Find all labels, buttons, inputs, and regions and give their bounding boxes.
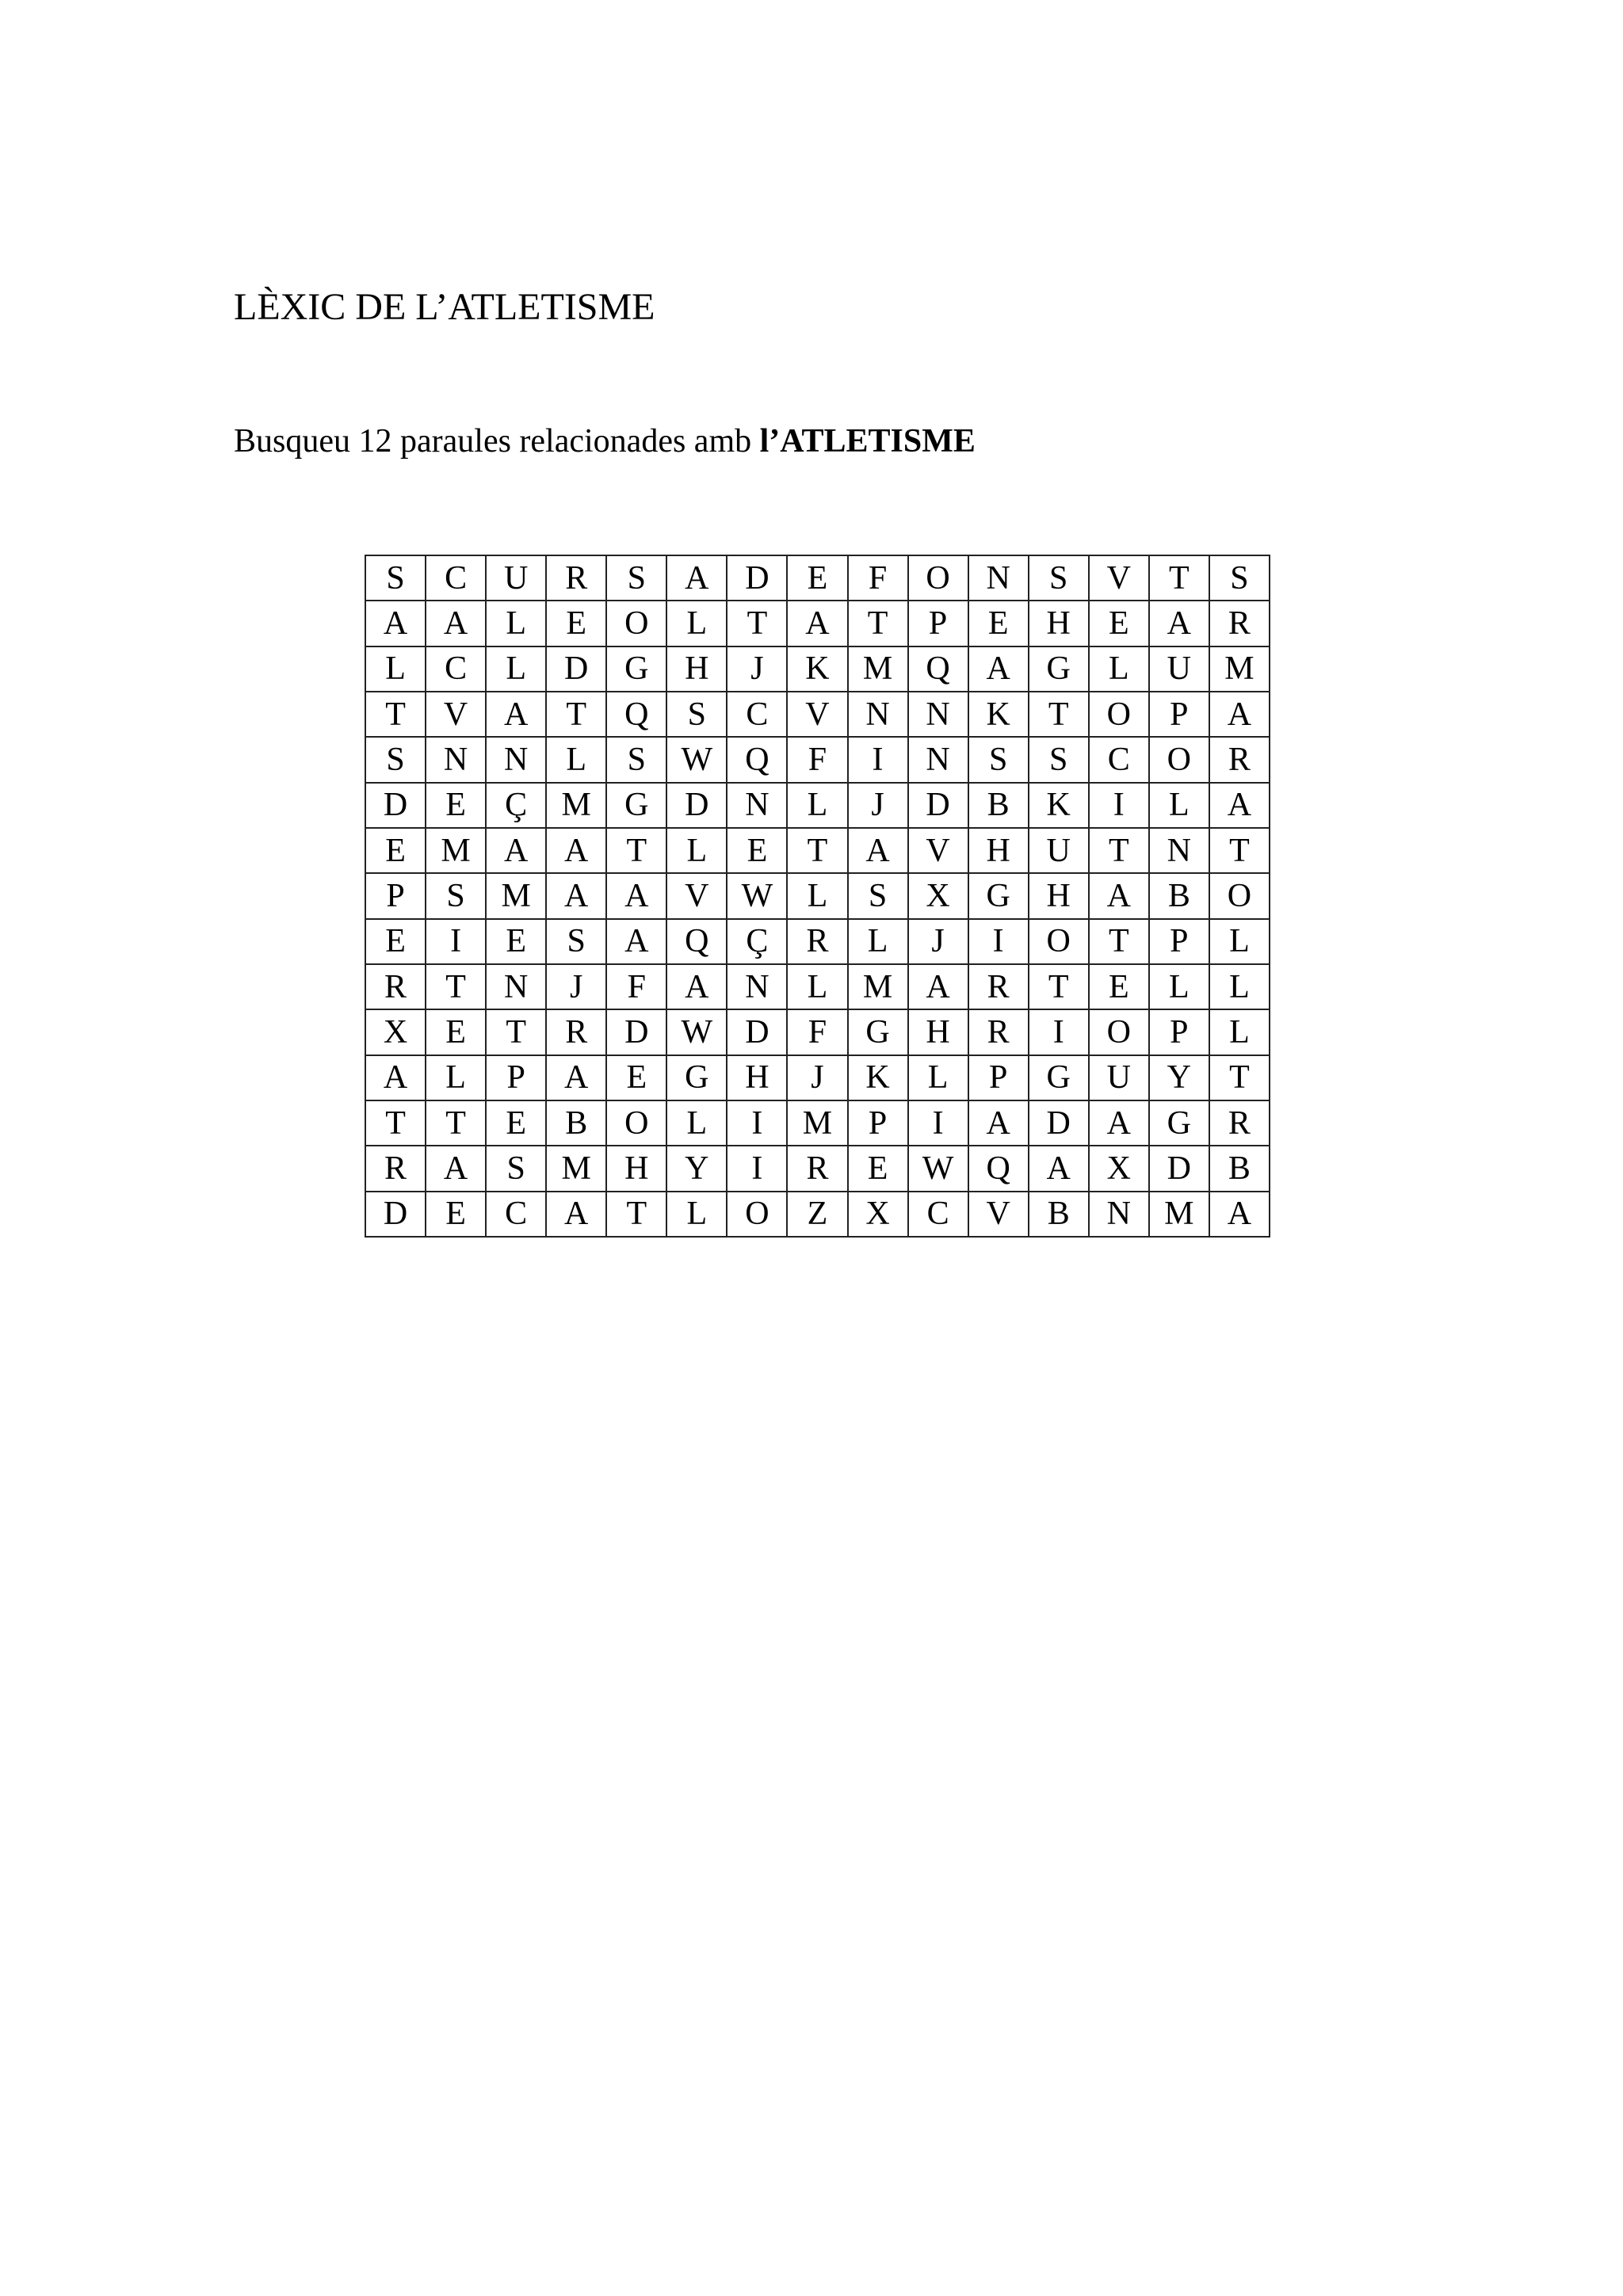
grid-cell: C — [426, 646, 486, 692]
grid-cell: G — [1149, 1100, 1209, 1146]
grid-cell: S — [606, 555, 666, 601]
grid-cell: O — [1089, 692, 1149, 737]
grid-cell: U — [1029, 828, 1089, 873]
grid-cell: L — [1149, 783, 1209, 828]
grid-cell: S — [486, 1146, 546, 1191]
grid-cell: M — [486, 873, 546, 918]
word-search-body — [365, 555, 1270, 1237]
grid-cell: B — [546, 1100, 606, 1146]
grid-cell: S — [546, 919, 606, 964]
grid-cell: C — [426, 555, 486, 601]
grid-cell: U — [486, 555, 546, 601]
grid-cell: A — [666, 555, 727, 601]
grid-cell: L — [546, 737, 606, 782]
grid-cell: A — [606, 919, 666, 964]
grid-cell: D — [546, 646, 606, 692]
grid-cell: T — [1209, 1055, 1270, 1100]
grid-cell: L — [486, 646, 546, 692]
grid-cell: L — [426, 1055, 486, 1100]
grid-cell: Q — [968, 1146, 1029, 1191]
grid-cell: L — [787, 964, 847, 1009]
grid-cell: X — [365, 1009, 426, 1055]
grid-cell: M — [1149, 1192, 1209, 1237]
grid-cell: F — [606, 964, 666, 1009]
grid-cell: H — [666, 646, 727, 692]
grid-cell: C — [908, 1192, 968, 1237]
grid-cell: D — [908, 783, 968, 828]
grid-cell: G — [666, 1055, 727, 1100]
grid-cell: T — [787, 828, 847, 873]
grid-cell: O — [908, 555, 968, 601]
grid-cell: A — [1209, 783, 1270, 828]
grid-cell: H — [968, 828, 1029, 873]
grid-cell: E — [848, 1146, 908, 1191]
grid-row — [365, 1055, 1270, 1100]
grid-cell: A — [486, 692, 546, 737]
grid-cell: S — [426, 873, 486, 918]
grid-cell: G — [848, 1009, 908, 1055]
grid-cell: L — [666, 828, 727, 873]
grid-cell: J — [848, 783, 908, 828]
grid-cell: J — [787, 1055, 847, 1100]
grid-cell: T — [1029, 964, 1089, 1009]
grid-cell: O — [606, 601, 666, 646]
grid-cell: A — [1089, 1100, 1149, 1146]
grid-cell: S — [365, 737, 426, 782]
grid-cell: W — [908, 1146, 968, 1191]
grid-cell: N — [908, 692, 968, 737]
grid-cell: A — [968, 646, 1029, 692]
grid-row — [365, 919, 1270, 964]
grid-cell: E — [426, 1009, 486, 1055]
grid-cell: X — [848, 1192, 908, 1237]
grid-cell: L — [787, 873, 847, 918]
grid-cell: X — [908, 873, 968, 918]
grid-row — [365, 737, 1270, 782]
grid-cell: L — [365, 646, 426, 692]
grid-cell: A — [486, 828, 546, 873]
grid-cell: N — [1089, 1192, 1149, 1237]
grid-cell: C — [1089, 737, 1149, 782]
grid-cell: S — [848, 873, 908, 918]
grid-cell: T — [486, 1009, 546, 1055]
grid-cell: A — [426, 601, 486, 646]
grid-cell: K — [848, 1055, 908, 1100]
grid-cell: E — [365, 828, 426, 873]
grid-cell: T — [727, 601, 787, 646]
grid-cell: H — [908, 1009, 968, 1055]
grid-cell: N — [848, 692, 908, 737]
grid-cell: X — [1089, 1146, 1149, 1191]
grid-cell: Y — [1149, 1055, 1209, 1100]
grid-cell: U — [1089, 1055, 1149, 1100]
grid-cell: L — [666, 1192, 727, 1237]
grid-cell: T — [1089, 919, 1149, 964]
grid-cell: I — [848, 737, 908, 782]
grid-cell: T — [546, 692, 606, 737]
grid-cell: D — [1149, 1146, 1209, 1191]
grid-cell: L — [1149, 964, 1209, 1009]
grid-cell: A — [546, 873, 606, 918]
grid-cell: W — [666, 1009, 727, 1055]
grid-cell: R — [968, 1009, 1029, 1055]
grid-cell: O — [606, 1100, 666, 1146]
grid-cell: E — [365, 919, 426, 964]
word-search-grid — [365, 555, 1270, 1238]
grid-cell: L — [908, 1055, 968, 1100]
grid-row — [365, 964, 1270, 1009]
grid-cell: O — [1029, 919, 1089, 964]
grid-cell: J — [546, 964, 606, 1009]
grid-cell: F — [787, 1009, 847, 1055]
grid-cell: M — [1209, 646, 1270, 692]
grid-cell: S — [1029, 737, 1089, 782]
grid-cell: A — [1089, 873, 1149, 918]
grid-cell: L — [1209, 1009, 1270, 1055]
grid-cell: D — [666, 783, 727, 828]
grid-cell: N — [426, 737, 486, 782]
word-search-table — [365, 555, 1270, 1238]
grid-cell: W — [727, 873, 787, 918]
grid-cell: T — [606, 1192, 666, 1237]
grid-cell: C — [486, 1192, 546, 1237]
grid-cell: G — [606, 783, 666, 828]
grid-cell: Q — [606, 692, 666, 737]
grid-cell: I — [426, 919, 486, 964]
grid-cell: L — [666, 1100, 727, 1146]
grid-cell: L — [1209, 964, 1270, 1009]
grid-cell: T — [1209, 828, 1270, 873]
grid-cell: O — [1149, 737, 1209, 782]
grid-cell: D — [1029, 1100, 1089, 1146]
grid-cell: V — [666, 873, 727, 918]
grid-cell: A — [426, 1146, 486, 1191]
grid-cell: R — [968, 964, 1029, 1009]
grid-cell: H — [606, 1146, 666, 1191]
grid-cell: G — [968, 873, 1029, 918]
instruction-emphasis: l’ATLETISME — [759, 423, 976, 460]
grid-cell: E — [546, 601, 606, 646]
grid-cell: V — [968, 1192, 1029, 1237]
grid-cell: T — [1029, 692, 1089, 737]
page-title: LÈXIC DE L’ATLETISME — [234, 286, 655, 328]
grid-cell: K — [787, 646, 847, 692]
grid-cell: A — [606, 873, 666, 918]
grid-cell: A — [365, 601, 426, 646]
grid-cell: S — [1209, 555, 1270, 601]
grid-cell: T — [365, 1100, 426, 1146]
grid-row — [365, 1100, 1270, 1146]
grid-cell: N — [727, 964, 787, 1009]
grid-cell: G — [1029, 646, 1089, 692]
grid-cell: D — [727, 555, 787, 601]
grid-cell: L — [848, 919, 908, 964]
grid-cell: R — [1209, 1100, 1270, 1146]
grid-cell: A — [546, 1192, 606, 1237]
grid-cell: E — [1089, 964, 1149, 1009]
grid-cell: M — [546, 783, 606, 828]
grid-cell: Q — [908, 646, 968, 692]
grid-cell: A — [908, 964, 968, 1009]
grid-cell: Ç — [727, 919, 787, 964]
grid-cell: I — [1029, 1009, 1089, 1055]
grid-cell: Y — [666, 1146, 727, 1191]
grid-cell: U — [1149, 646, 1209, 692]
grid-row — [365, 646, 1270, 692]
grid-cell: E — [968, 601, 1029, 646]
grid-cell: A — [848, 828, 908, 873]
grid-cell: I — [908, 1100, 968, 1146]
grid-cell: S — [968, 737, 1029, 782]
grid-cell: T — [848, 601, 908, 646]
grid-cell: A — [546, 828, 606, 873]
grid-cell: L — [486, 601, 546, 646]
grid-cell: I — [1089, 783, 1149, 828]
grid-cell: A — [365, 1055, 426, 1100]
grid-cell: O — [727, 1192, 787, 1237]
grid-cell: R — [546, 1009, 606, 1055]
grid-cell: N — [968, 555, 1029, 601]
grid-row — [365, 1146, 1270, 1191]
grid-cell: S — [365, 555, 426, 601]
grid-cell: G — [606, 646, 666, 692]
grid-cell: J — [727, 646, 787, 692]
grid-cell: D — [365, 1192, 426, 1237]
grid-cell: E — [787, 555, 847, 601]
grid-cell: E — [486, 919, 546, 964]
grid-cell: P — [1149, 919, 1209, 964]
grid-cell: B — [1209, 1146, 1270, 1191]
grid-cell: D — [606, 1009, 666, 1055]
grid-cell: R — [365, 1146, 426, 1191]
grid-cell: A — [968, 1100, 1029, 1146]
grid-row — [365, 601, 1270, 646]
grid-cell: R — [787, 1146, 847, 1191]
grid-cell: V — [908, 828, 968, 873]
grid-cell: K — [968, 692, 1029, 737]
grid-cell: A — [1209, 692, 1270, 737]
grid-cell: T — [426, 964, 486, 1009]
grid-cell: R — [1209, 737, 1270, 782]
grid-cell: H — [1029, 601, 1089, 646]
grid-cell: Ç — [486, 783, 546, 828]
grid-cell: V — [426, 692, 486, 737]
grid-cell: M — [787, 1100, 847, 1146]
grid-cell: D — [727, 1009, 787, 1055]
grid-cell: A — [1149, 601, 1209, 646]
grid-cell: C — [727, 692, 787, 737]
grid-row — [365, 1009, 1270, 1055]
grid-row — [365, 873, 1270, 918]
grid-cell: W — [666, 737, 727, 782]
grid-cell: B — [1149, 873, 1209, 918]
grid-cell: P — [365, 873, 426, 918]
grid-cell: R — [1209, 601, 1270, 646]
grid-cell: T — [606, 828, 666, 873]
grid-cell: T — [426, 1100, 486, 1146]
grid-cell: S — [606, 737, 666, 782]
instruction-text — [234, 420, 976, 463]
grid-cell: I — [968, 919, 1029, 964]
grid-cell: T — [1089, 828, 1149, 873]
grid-cell: R — [546, 555, 606, 601]
grid-cell: I — [727, 1146, 787, 1191]
instruction-lead: Busqueu 12 paraules relacionades amb — [234, 423, 760, 460]
grid-cell: P — [1149, 692, 1209, 737]
grid-cell: P — [968, 1055, 1029, 1100]
grid-cell: P — [848, 1100, 908, 1146]
grid-cell: D — [365, 783, 426, 828]
grid-cell: L — [1089, 646, 1149, 692]
grid-cell: P — [486, 1055, 546, 1100]
grid-cell: E — [426, 1192, 486, 1237]
grid-cell: M — [546, 1146, 606, 1191]
grid-cell: J — [908, 919, 968, 964]
grid-cell: B — [968, 783, 1029, 828]
grid-cell: N — [1149, 828, 1209, 873]
grid-cell: O — [1209, 873, 1270, 918]
grid-cell: A — [787, 601, 847, 646]
grid-cell: S — [1029, 555, 1089, 601]
grid-cell: R — [365, 964, 426, 1009]
grid-cell: E — [606, 1055, 666, 1100]
grid-cell: E — [426, 783, 486, 828]
grid-cell: E — [1089, 601, 1149, 646]
grid-cell: N — [486, 964, 546, 1009]
grid-cell: L — [1209, 919, 1270, 964]
grid-cell: I — [727, 1100, 787, 1146]
grid-cell: A — [546, 1055, 606, 1100]
grid-cell: M — [848, 964, 908, 1009]
grid-cell: T — [365, 692, 426, 737]
grid-cell: L — [666, 601, 727, 646]
grid-cell: F — [787, 737, 847, 782]
grid-cell: H — [727, 1055, 787, 1100]
grid-cell: H — [1029, 873, 1089, 918]
grid-row — [365, 828, 1270, 873]
grid-cell: E — [486, 1100, 546, 1146]
grid-cell: G — [1029, 1055, 1089, 1100]
grid-cell: V — [1089, 555, 1149, 601]
grid-row — [365, 692, 1270, 737]
grid-row — [365, 555, 1270, 601]
grid-cell: P — [1149, 1009, 1209, 1055]
grid-cell: A — [666, 964, 727, 1009]
grid-cell: V — [787, 692, 847, 737]
grid-cell: A — [1209, 1192, 1270, 1237]
grid-cell: T — [1149, 555, 1209, 601]
grid-cell: R — [787, 919, 847, 964]
grid-cell: E — [727, 828, 787, 873]
grid-cell: A — [1029, 1146, 1089, 1191]
grid-cell: N — [727, 783, 787, 828]
grid-cell: M — [426, 828, 486, 873]
grid-cell: L — [787, 783, 847, 828]
grid-cell: N — [908, 737, 968, 782]
grid-cell: Z — [787, 1192, 847, 1237]
grid-cell: Q — [727, 737, 787, 782]
grid-cell: S — [666, 692, 727, 737]
grid-cell: Q — [666, 919, 727, 964]
grid-cell: B — [1029, 1192, 1089, 1237]
grid-cell: M — [848, 646, 908, 692]
grid-row — [365, 1192, 1270, 1237]
grid-cell: P — [908, 601, 968, 646]
grid-row — [365, 783, 1270, 828]
grid-cell: K — [1029, 783, 1089, 828]
grid-cell: F — [848, 555, 908, 601]
grid-cell: O — [1089, 1009, 1149, 1055]
grid-cell: N — [486, 737, 546, 782]
